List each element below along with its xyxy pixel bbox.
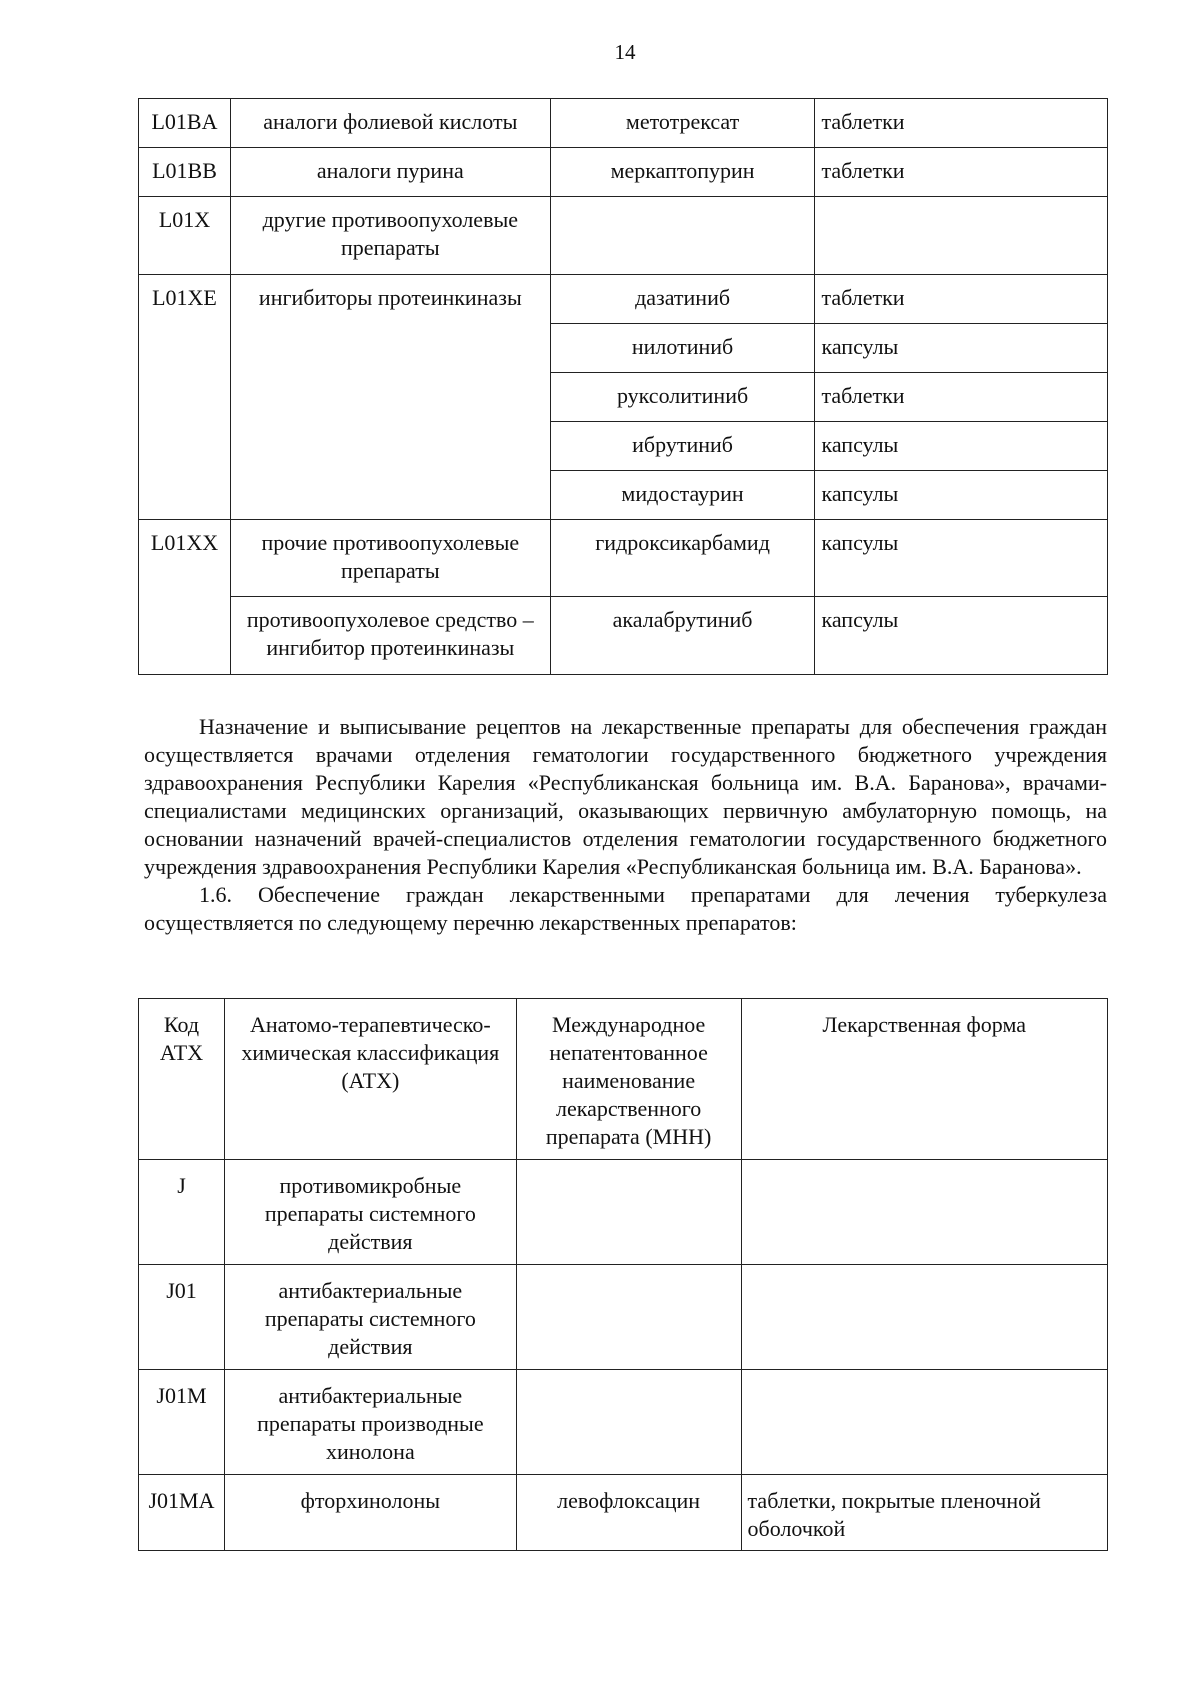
atc-class-cell: аналоги фолиевой кислоты bbox=[230, 99, 550, 148]
inn-cell: гидроксикарбамид bbox=[550, 520, 815, 597]
inn-cell: меркаптопурин bbox=[550, 148, 815, 197]
inn-cell: дазатиниб bbox=[550, 275, 815, 324]
atc-code-cell: L01BB bbox=[139, 148, 231, 197]
dosage-form-cell bbox=[741, 1160, 1107, 1265]
column-header: Код АТХ bbox=[139, 999, 225, 1160]
dosage-form-cell bbox=[741, 1370, 1107, 1475]
body-text bbox=[144, 713, 1107, 937]
dosage-form-cell: капсулы bbox=[815, 471, 1108, 520]
atc-class-cell: антибактериальные препараты производные хинолона bbox=[224, 1370, 516, 1475]
atc-class-cell: ингибиторы протеинкиназы bbox=[230, 275, 550, 520]
atc-class-cell: противомикробные препараты системного действия bbox=[224, 1160, 516, 1265]
atc-class-cell: фторхинолоны bbox=[224, 1475, 516, 1551]
drug-table-tuberculosis bbox=[138, 998, 1108, 1551]
page-number: 14 bbox=[614, 40, 636, 64]
dosage-form-cell: таблетки, покрытые пленочной оболочкой bbox=[741, 1475, 1107, 1551]
inn-cell: акалабрутиниб bbox=[550, 597, 815, 675]
table-row bbox=[139, 1475, 1108, 1551]
dosage-form-cell: таблетки bbox=[815, 275, 1108, 324]
column-header: Анатомо-терапевтическо-химическая классификация (АТХ) bbox=[224, 999, 516, 1160]
table-row bbox=[139, 597, 1108, 675]
dosage-form-cell: таблетки bbox=[815, 373, 1108, 422]
atc-code-cell: L01XE bbox=[139, 275, 231, 520]
dosage-form-cell: таблетки bbox=[815, 99, 1108, 148]
atc-class-cell: противоопухолевое средство – ингибитор протеинкиназы bbox=[230, 597, 550, 675]
table-row bbox=[139, 1370, 1108, 1475]
inn-cell bbox=[516, 1160, 741, 1265]
inn-cell bbox=[516, 1370, 741, 1475]
inn-cell: левофлоксацин bbox=[516, 1475, 741, 1551]
column-header: Международное непатентованное наименование лекарственного препарата (МНН) bbox=[516, 999, 741, 1160]
atc-code-cell: J01M bbox=[139, 1370, 225, 1475]
table-row bbox=[139, 520, 1108, 597]
column-header: Лекарственная форма bbox=[741, 999, 1107, 1160]
atc-class-cell: другие противоопухолевые препараты bbox=[230, 197, 550, 275]
table-row bbox=[139, 1160, 1108, 1265]
table-row bbox=[139, 1265, 1108, 1370]
paragraph: Назначение и выписывание рецептов на лекарственные препараты для обеспечения граждан осуществляется врачами отделения гематологии государственного бюджетного учреждения здравоохранения Республики Карелия «Республиканская больница им. В.А. Баранова», врачами-специалистами медицинских организаций, оказывающих первичную амбулаторную помощь, на основании назначений врачей-специалистов отделения гематологии государственного бюджетного учреждения здравоохранения Республики Карелия «Республиканская больница им. В.А. Баранова». bbox=[144, 714, 1107, 879]
atc-class-cell: аналоги пурина bbox=[230, 148, 550, 197]
dosage-form-cell: таблетки bbox=[815, 148, 1108, 197]
atc-class-cell: прочие противоопухолевые препараты bbox=[230, 520, 550, 597]
inn-cell: мидостаурин bbox=[550, 471, 815, 520]
paragraph: 1.6. Обеспечение граждан лекарственными препаратами для лечения туберкулеза осуществляется по следующему перечню лекарственных препаратов: bbox=[144, 882, 1107, 935]
inn-cell bbox=[550, 197, 815, 275]
table-header-row bbox=[139, 999, 1108, 1160]
table-row bbox=[139, 275, 1108, 324]
table-row bbox=[139, 148, 1108, 197]
drug-table-oncology bbox=[138, 98, 1108, 675]
inn-cell: руксолитиниб bbox=[550, 373, 815, 422]
table-row bbox=[139, 197, 1108, 275]
atc-code-cell: J bbox=[139, 1160, 225, 1265]
atc-class-cell: антибактериальные препараты системного действия bbox=[224, 1265, 516, 1370]
atc-code-cell: L01BA bbox=[139, 99, 231, 148]
dosage-form-cell: капсулы bbox=[815, 597, 1108, 675]
atc-code-cell: L01XX bbox=[139, 520, 231, 675]
atc-code-cell: L01X bbox=[139, 197, 231, 275]
inn-cell: ибрутиниб bbox=[550, 422, 815, 471]
dosage-form-cell bbox=[741, 1265, 1107, 1370]
dosage-form-cell bbox=[815, 197, 1108, 275]
inn-cell: метотрексат bbox=[550, 99, 815, 148]
atc-code-cell: J01 bbox=[139, 1265, 225, 1370]
atc-code-cell: J01MA bbox=[139, 1475, 225, 1551]
dosage-form-cell: капсулы bbox=[815, 422, 1108, 471]
table-row bbox=[139, 99, 1108, 148]
inn-cell bbox=[516, 1265, 741, 1370]
dosage-form-cell: капсулы bbox=[815, 520, 1108, 597]
dosage-form-cell: капсулы bbox=[815, 324, 1108, 373]
inn-cell: нилотиниб bbox=[550, 324, 815, 373]
